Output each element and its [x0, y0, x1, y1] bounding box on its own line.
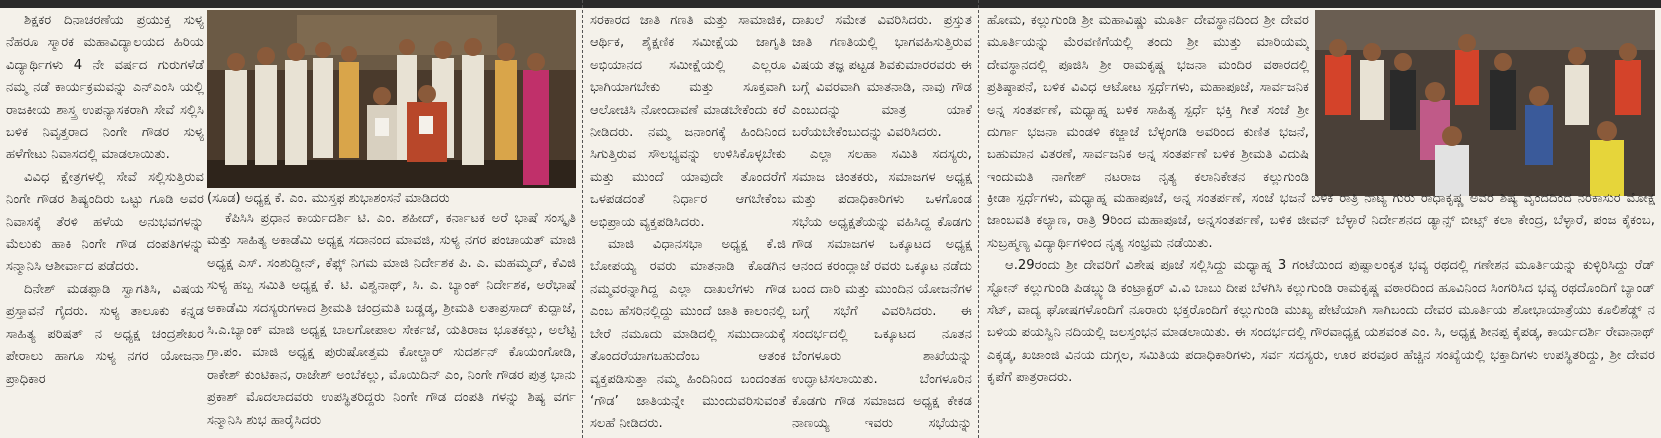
crowd-photo-illustration: [1315, 10, 1655, 196]
middle-col1-para-1: ಸರಕಾರದ ಜಾತಿ ಗಣತಿ ಮತ್ತು ಸಾಮಾಜಿಕ, ಆರ್ಥಿಕ, ಶೈಕ್ಷಣಿಕ ಸಮೀಕ್ಷೆಯ ಜಾಗೃತಿ ಅಭಿಯಾನದ ಸಮೀಕ್ಷೆಯಲ್ಲಿ ಎಲ್ಲರೂ ಭಾಗಿಯಾಗಬೇಕು ಮತ್ತು ಸೂಕ್ತವಾಗಿ ಆಲೋಚಿಸಿ ನೋಂದಾವಣೆ ಮಾಡಬೇಕೆಂದು ಕರೆ ನೀಡಿದರು. ನಮ್ಮ ಜನಾಂಗಕ್ಕೆ ಹಿಂದಿನಿಂದ ಸಿಗುತ್ತಿರುವ ಸೌಲಭ್ಯವನ್ನು ಉಳಿಸಿಕೊಳ್ಳಬೇಕು ಮತ್ತು ಮುಂದೆ ಯಾವುದೇ ತೊಂದರೆಗೆ ಒಳಪಡದಂತೆ ನಿರ್ಧಾರ ಆಗಬೇಕೆಂಬ ಅಭಿಪ್ರಾಯ ವ್ಯಕ್ತಪಡಿಸಿದರು.: [590, 13, 786, 230]
procession-photo: [1315, 10, 1655, 196]
left-article-col2: [207, 208, 576, 438]
left-col1-para-3: ದಿನೇಶ್ ಮಡಪ್ಪಾಡಿ ಸ್ವಾಗತಿಸಿ, ವಿಷಯ ಪ್ರಸ್ತಾವನೆ ಗೈದರು. ಸುಳ್ಯ ತಾಲೂಕು ಕನ್ನಡ ಸಾಹಿತ್ಯ ಪರಿಷತ್ ನ ಅಧ್ಯಕ್ಷ ಚಂದ್ರಶೇಖರ ಪೇರಾಲು ಹಾಗೂ ಸುಳ್ಯ ನಗರ ಯೋಜನಾ ಪ್ರಾಧಿಕಾರ: [6, 281, 204, 387]
middle-col1-para-2: ಮಾಜಿ ವಿಧಾನಸಭಾ ಅಧ್ಯಕ್ಷ ಕೆ.ಜಿ ಬೋಪಯ್ಯ ರವರು ಮಾತನಾಡಿ ಕೊಡಗಿನ ನಮ್ಮವರನ್ನಾಗಿದ್ದ ಎಲ್ಲಾ ದಾಖಲೆಗಳು ಗೌಡ ಎಂಬ ಹೆಸರಿನಲ್ಲಿದ್ದು ಮುಂದೆ ಜಾತಿ ಕಾಲಂನಲ್ಲಿ ಬೇರೆ ನಮೂದು ಮಾಡಿದಲ್ಲಿ ಸಮುದಾಯಕ್ಕೆ ತೊಂದರೆಯಾಗಬಹುದೆಂಬ ಆತಂಕ ವ್ಯಕ್ತಪಡಿಸುತ್ತಾ ನಮ್ಮ ಹಿಂದಿನಿಂದ ಬಂದಂತಹ ‘ಗೌಡ’ ಜಾತಿಯನ್ನೇ ಮುಂದುವರಿಸುವಂತೆ ಸಲಹೆ ನೀಡಿದರು.: [590, 237, 786, 432]
right-article-top: [987, 10, 1309, 188]
group-photo-illustration: [207, 10, 576, 188]
photo-caption: (ಸೂಡ) ಅಧ್ಯಕ್ಷ ಕೆ. ಎಂ. ಮುಸ್ತಫ ಶುಭಾಶಂಸನೆ ಮಾಡಿದರು: [207, 191, 450, 206]
right-wide-para-1: ಕ್ರೀಡಾ ಸ್ಪರ್ಧೆಗಳು, ಮಧ್ಯಾಹ್ನ ಮಹಾಪೂಜೆ, ಅನ್ನ ಸಂತರ್ಪಣೆ, ಸಂಜೆ ಭಜನೆ ಬಳಿಕ ರಾತ್ರಿ ನಾಟ್ಯ ಗುರು ರಾಧಾಕೃಷ್ಣ ಅವರ ಶಿಷ್ಯ ವೃಂದದಿಂದ ನರಕಾಸುರ ಮೋಕ್ಷ ಜಾಂಬವತಿ ಕಲ್ಯಾಣ, ರಾತ್ರಿ 9ರಿಂದ ಮಹಾಪೂಜೆ, ಅನ್ನಸಂತರ್ಪಣೆ, ಬಳಿಕ ಜೀವನ್ ಬೆಳ್ಳಾರೆ ನಿರ್ದೇಶನದ ಡ್ಯಾನ್ಸ್ ಬೀಟ್ಸ್ ಕಲಾ ಕೇಂದ್ರ, ಬೆಳ್ಳಾರೆ, ಪಂಜ ಕೈಕಂಬ, ಸುಬ್ರಹ್ಮಣ್ಯ ವಿದ್ಯಾರ್ಥಿಗಳಿಂದ ನೃತ್ಯ ಸಂಭ್ರಮ ನಡೆಯಿತು.: [987, 191, 1655, 251]
right-wide-para-2: ಆ.29ರಂದು ಶ್ರೀ ದೇವರಿಗೆ ವಿಶೇಷ ಪೂಜೆ ಸಲ್ಲಿಸಿದ್ದು ಮಧ್ಯಾಹ್ನ 3 ಗಂಟೆಯಿಂದ ಪುಷ್ಪಾಲಂಕೃತ ಭವ್ಯ ರಥದಲ್ಲಿ ಗಣೇಶನ ಮೂರ್ತಿಯನ್ನು ಕುಳ್ಳಿರಿಸಿದ್ದು ರೆಡ್ ಸ್ಟೋನ್ ಕಲ್ಲುಗುಂಡಿ ಪಿಡಬ್ಲ್ಯುಡಿ ಕಂಟ್ರಾಕ್ಟರ್ ವಿ.ವಿ ಬಾಬು ದೀಪ ಬೆಳಗಿಸಿ ಕಲ್ಲುಗುಂಡಿ ರಾಮಕೃಷ್ಣ ವಠಾರದಿಂದ ಹೂವಿನಿಂದ ಸಿಂಗರಿಸಿದ ಭವ್ಯ ರಥದೊಂದಿಗೆ ಬ್ಯಾಂಡ್ ಸೆಟ್, ವಾದ್ಯ ಘೋಷಗಳೊಂದಿಗೆ ನೂರಾರು ಭಕ್ತರೊಂದಿಗೆ ಕಲ್ಲುಗುಂಡಿ ಮುಖ್ಯ ಪೇಟೆಯಾಗಿ ಸಾಗಿಬಂದು ದೇವರ ಮೂರ್ತಿಯ ಶೋಭಾಯಾತ್ರೆಯು ಕೂಲಿಶೆಡ್ಡ್ ನ ಬಳಿಯ ಪಯಸ್ವಿನಿ ನದಿಯಲ್ಲಿ ಜಲಸ್ತಂಭನ ಮಾಡಲಾಯಿತು. ಈ ಸಂದರ್ಭದಲ್ಲಿ ಗೌರವಾಧ್ಯಕ್ಷ ಯಶವಂತ ಎಂ. ಸಿ, ಅಧ್ಯಕ್ಷ ಶೀನಪ್ಪ ಕೈಪಡ್ಕ, ಕಾರ್ಯದರ್ಶಿ ರೇವಾನಾಥ್ ಎಕ್ಕಡ್ಕ, ಖಜಾಂಜಿ ವಿನಯ ದುಗ್ಗಲ, ಸಮಿತಿಯ ಪದಾಧಿಕಾರಿಗಳು, ಸರ್ವ ಸದಸ್ಯರು, ಊರ ಪರವೂರ ಹೆಚ್ಚಿನ ಸಂಖ್ಯೆಯಲ್ಲಿ ಭಕ್ತಾದಿಗಳು ಉಪಸ್ಥಿತರಿದ್ದು, ಶ್ರೀ ದೇವರ ಕೃಪೆಗೆ ಪಾತ್ರರಾದರು.: [987, 258, 1655, 386]
teachers-day-photo: [207, 10, 576, 188]
left-article-col1: [6, 10, 204, 438]
left-col1-para-2: ವಿವಿಧ ಕ್ಷೇತ್ರಗಳಲ್ಲಿ ಸೇವೆ ಸಲ್ಲಿಸುತ್ತಿರುವ ನಿಂಗೇ ಗೌಡರ ಶಿಷ್ಯಂದಿರು ಒಟ್ಟು ಗೂಡಿ ಅವರ ನಿವಾಸಕ್ಕೆ ತೆರಳಿ ಹಳೆಯ ಅನುಭವಗಳನ್ನು ಮೆಲುಕು ಹಾಕಿ ನಿಂಗೇ ಗೌಡ ದಂಪತಿಗಳನ್ನು ಸನ್ಮಾನಿಸಿ ಆಶೀರ್ವಾದ ಪಡೆದರು.: [6, 169, 204, 275]
left-col2-text: ಕೆಪಿಸಿಸಿ ಪ್ರಧಾನ ಕಾರ್ಯದರ್ಶಿ ಟಿ. ಎಂ. ಶಹೀದ್, ಕರ್ನಾಟಕ ಅರೆ ಭಾಷೆ ಸಂಸ್ಕೃತಿ ಮತ್ತು ಸಾಹಿತ್ಯ ಅಕಾಡೆಮಿ ಅಧ್ಯಕ್ಷ ಸದಾನಂದ ಮಾವಜಿ, ಸುಳ್ಯ ನಗರ ಪಂಚಾಯತ್ ಮಾಜಿ ಅಧ್ಯಕ್ಷ ಎಸ್. ಸಂಶುದ್ದೀನ್, ಕೆಫ್ಕ್ ನಿಗಮ ಮಾಜಿ ನಿರ್ದೇಶಕ ಪಿ. ಎ. ಮಹಮ್ಮದ್, ಕೆವಿಜಿ ಸುಳ್ಯ ಹಬ್ಬ ಸಮಿತಿ ಅಧ್ಯಕ್ಷ ಕೆ. ಟಿ. ವಿಶ್ವನಾಥ್, ಸಿ. ಎ. ಬ್ಯಾಂಕ್ ನಿರ್ದೇಶಕ, ಅರೆಭಾಷೆ ಅಕಾಡೆಮಿ ಸದಸ್ಯರುಗಳಾದ ಶ್ರೀಮತಿ ಚಂದ್ರಮತಿ ಬಡ್ಡಡ್ಕ, ಶ್ರೀಮತಿ ಲತಾಪ್ರಸಾದ್ ಕುದ್ಪಾಜೆ, ಸಿ.ಎ.ಬ್ಯಾಂಕ್ ಮಾಜಿ ಅಧ್ಯಕ್ಷ ಬಾಲಗೋಪಾಲ ಸೇರ್ಕಜೆ, ಯತಿರಾಜ ಭೂತಕಲ್ಲು, ಅಲೆಟ್ಟಿ ಗ್ರಾ.ಪಂ. ಮಾಜಿ ಅಧ್ಯಕ್ಷ ಪುರುಷೋತ್ತಮ ಕೋಲ್ಚಾರ್ ಸುದರ್ಶನ್ ಕೊಯಂಗೋಡಿ, ರಾಕೇಶ್ ಕುಂಟಿಕಾನ, ರಾಜೇಶ್ ಅಂಬೆಕಲ್ಲು, ಮೊಯಿದಿನ್ ಎಂ, ನಿಂಗೇ ಗೌಡರ ಪುತ್ರ ಭಾನು ಪ್ರಕಾಶ್ ಮೊದಲಾದವರು ಉಪಸ್ಥಿತರಿದ್ದರು ನಿಂಗೇ ಗೌಡ ದಂಪತಿ ಗಳನ್ನು ಶಿಷ್ಯ ವರ್ಗ ಸನ್ಮಾನಿಸಿ ಶುಭ ಹಾರೈಸಿದರು: [207, 211, 576, 428]
column-rule: [978, 0, 979, 438]
right-article-wide: [987, 188, 1655, 438]
left-col1-para-1: ಶಿಕ್ಷಕರ ದಿನಾಚರಣೆಯ ಪ್ರಯುಕ್ತ ಸುಳ್ಯ ನೆಹರೂ ಸ್ಮಾರಕ ಮಹಾವಿದ್ಯಾಲಯದ ಹಿರಿಯ ವಿದ್ಯಾರ್ಥಿಗಳು 4 ನೇ ವರ್ಷದ ಗುರುಗಳೆಡೆ ನಮ್ಮ ನಡೆ ಕಾರ್ಯಕ್ರಮವನ್ನು ಎನ್ಎಂಸಿ ಯಲ್ಲಿ ರಾಜಕೀಯ ಶಾಸ್ತ್ರ ಉಪನ್ಯಾಸಕರಾಗಿ ಸೇವೆ ಸಲ್ಲಿಸಿ ಬಳಿಕ ನಿವೃತ್ತರಾದ ನಿಂಗೇ ಗೌಡರ ಸುಳ್ಯ ಹಳೆಗೇಟು ನಿವಾಸದಲ್ಲಿ ಮಾಡಲಾಯಿತು.: [6, 13, 204, 163]
middle-article-col1: [590, 10, 786, 438]
column-rule: [582, 0, 583, 438]
masthead-strip: [0, 0, 1661, 8]
middle-col2-para-1: ದಾಖಲೆ ಸಮೇತ ವಿವರಿಸಿದರು. ಪ್ರಸ್ತುತ ಜಾತಿ ಗಣತಿಯಲ್ಲಿ ಭಾಗವಹಿಸುತ್ತಿರುವ ವಿಷಯ ತಜ್ಞ ಪಟ್ಟಡ ಶಿವಕುಮಾರರವರು ಈ ಬಗ್ಗೆ ವಿವರವಾಗಿ ಮಾತನಾಡಿ, ನಾವು ಗೌಡ ಎಂಬುದನ್ನು ಮಾತ್ರ ಯಾಕೆ ಬರೆಯಬೇಕೆಂಬುದನ್ನು ವಿವರಿಸಿದರು.: [792, 13, 972, 141]
right-top-text: ಹೋಮ, ಕಲ್ಲುಗುಂಡಿ ಶ್ರೀ ಮಹಾವಿಷ್ಣು ಮೂರ್ತಿ ದೇವಸ್ಥಾನದಿಂದ ಶ್ರೀ ದೇವರ ಮೂರ್ತಿಯನ್ನು ಮೆರವಣಿಗೆಯಲ್ಲಿ ತಂದು ಶ್ರೀ ಮುತ್ತು ಮಾರಿಯಮ್ಮ ದೇವಸ್ಥಾನದಲ್ಲಿ ಪೂಜಿಸಿ ಶ್ರೀ ರಾಮಕೃಷ್ಣ ಭಜನಾ ಮಂದಿರ ವಠಾರದಲ್ಲಿ ಪ್ರತಿಷ್ಠಾಪನೆ, ಬಳಿಕ ವಿವಿಧ ಆಟೋಟ ಸ್ಪರ್ಧೆಗಳು, ಮಹಾಪೂಜೆ, ಸಾರ್ವಜನಿಕ ಅನ್ನ ಸಂತರ್ಪಣೆ, ಮಧ್ಯಾಹ್ನ ಬಳಿಕ ಸಾಹಿತ್ಯ ಸ್ಪರ್ಧೆ ಭಕ್ತಿ ಗೀತೆ ಸಂಜೆ ಶ್ರೀ ದುರ್ಗಾ ಭಜನಾ ಮಂಡಳಿ ಕಜ್ಜಾಜೆ ಬೆಳ್ಳಂಗಡಿ ಅವರಿಂದ ಕುಣಿತ ಭಜನೆ, ಬಹುಮಾನ ವಿತರಣೆ, ಸಾರ್ವಜನಿಕ ಅನ್ನ ಸಂತರ್ಪಣೆ ಬಳಿಕ ಶ್ರೀಮತಿ ವಿದುಷಿ ಇಂದುಮತಿ ನಾಗೇಶ್ ನಟರಾಜ ನೃತ್ಯ ಕಲಾನಿಕೇತನ ಕಲ್ಲುಗುಂಡಿ: [987, 13, 1309, 185]
middle-col2-para-2: ಎಲ್ಲಾ ಸಲಹಾ ಸಮಿತಿ ಸದಸ್ಯರು, ಸಮಾಜ ಚಿಂತಕರು, ಸಮಾಜಗಳ ಅಧ್ಯಕ್ಷ ಮತ್ತು ಪದಾಧಿಕಾರಿಗಳು ಒಳಗೊಂಡ ಸಭೆಯ ಅಧ್ಯಕ್ಷತೆಯನ್ನು ವಹಿಸಿದ್ದ ಕೊಡಗು ಗೌಡ ಸಮಾಜಗಳ ಒಕ್ಕೂಟದ ಅಧ್ಯಕ್ಷ ಆನಂದ ಕರಂದ್ಲಾಜೆ ರವರು ಒಕ್ಕೂಟ ನಡೆದು ಬಂದ ದಾರಿ ಮತ್ತು ಮುಂದಿನ ಯೋಜನೆಗಳ ಬಗ್ಗೆ ಸಭೆಗೆ ವಿವರಿಸಿದರು. ಈ ಸಂದರ್ಭದಲ್ಲಿ ಒಕ್ಕೂಟದ ನೂತನ ಬೆಂಗಳೂರು ಶಾಖೆಯನ್ನು ಉದ್ಘಾಟಿಸಲಾಯಿತು. ಬೆಂಗಳೂರಿನ ಕೊಡಗು ಗೌಡ ಸಮಾಜದ ಅಧ್ಯಕ್ಷ ಕೇಕಡ ನಾಣಯ್ಯ ಇವರು ಸಭೆಯನ್ನು: [792, 147, 972, 432]
middle-article-col2: [792, 10, 972, 438]
